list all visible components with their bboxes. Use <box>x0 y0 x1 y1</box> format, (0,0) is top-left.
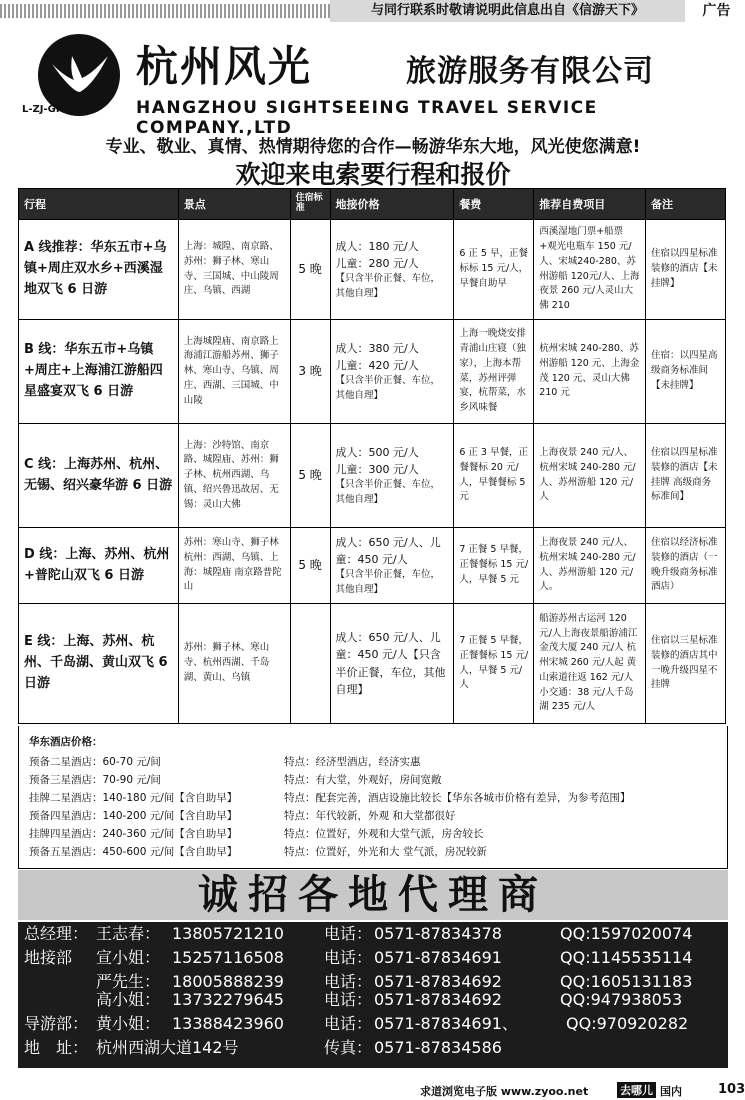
source-notice: 与同行联系时敬请说明此信息出自《信游天下》 <box>330 0 685 22</box>
hotel-row <box>29 807 719 825</box>
meals: 6 正 5 早，正餐标标 15 元/人，早餐自助早 <box>454 220 534 320</box>
hotel-price: 预备三星酒店：70-90 元/间 <box>29 774 161 786</box>
contact-role: 地 址： <box>24 1038 89 1057</box>
price-cell <box>330 320 454 424</box>
stay-nights: 3 晚 <box>290 320 330 424</box>
meals: 7 正餐 5 早餐，正餐餐标 15 元/人，早餐 5 元/人 <box>454 604 534 724</box>
contact-mobile: 13388423960 <box>172 1014 284 1033</box>
footer-badge: 去哪儿 <box>617 1082 656 1098</box>
price-cell <box>330 604 454 724</box>
route-name: E 线：上海、苏州、杭州、千岛湖、黄山双飞 6 日游 <box>19 604 179 724</box>
remarks: 住宿：以四星高级商务标准间【未挂牌】 <box>646 320 726 424</box>
contact-mobile: 18005888239 <box>172 972 284 991</box>
col-header: 行程 <box>19 189 179 220</box>
contact-row <box>18 1037 728 1059</box>
hotel-feature: 特点：位置好，外观和大堂气派，房舍较长 <box>284 828 484 840</box>
footer-section: 国内 <box>660 1085 682 1098</box>
contact-qq: QQ:947938053 <box>560 990 683 1009</box>
adult-price: 成人：650 元/人、儿童：450 元/人【只含半价正餐，车位，其他自理】 <box>335 631 446 696</box>
contact-row <box>18 1013 728 1035</box>
hotel-row <box>29 789 719 807</box>
license-number: L-ZJ-GN01898 <box>22 104 100 115</box>
contact-qq: QQ:1605131183 <box>560 972 693 991</box>
stay-nights: 5 晚 <box>290 220 330 320</box>
col-header: 备注 <box>646 189 726 220</box>
contact-row <box>18 989 728 1011</box>
hotel-feature: 特点：配套完善，酒店设施比较长【华东各城市价格有差异，为参考范围】 <box>284 792 631 804</box>
recruit-banner: 诚招各地代理商 <box>18 870 728 920</box>
route-name: C 线：上海苏州、杭州、无锡、绍兴豪华游 6 日游 <box>19 424 179 528</box>
contact-name: 宣小姐： <box>96 948 161 967</box>
sights: 苏州：狮子林、寒山寺、杭州西湖、千岛湖、黄山、乌镇 <box>178 604 290 724</box>
page-number: 103 <box>718 1082 745 1097</box>
hotel-feature: 特点：位置好，外光和大 堂气派，房况较新 <box>284 846 487 858</box>
table-row <box>19 604 726 724</box>
itinerary-table <box>18 188 726 724</box>
col-header: 餐费 <box>454 189 534 220</box>
hotel-feature: 特点：经济型酒店，经济实惠 <box>284 756 421 768</box>
extras: 西溪湿地门票+船票+观光电瓶车 150 元/人、宋城240-280、苏州游船 120元/人、上海夜景 260 元/人灵山大佛 210 <box>534 220 646 320</box>
adult-price: 成人：180 元/人 <box>335 239 419 253</box>
contact-tel: 0571-87834692 <box>374 972 502 991</box>
table-row <box>19 528 726 604</box>
contact-role: 导游部： <box>24 1014 89 1033</box>
slogan: 专业、敬业、真情、热情期待您的合作—畅游华东大地，风光使您满意! <box>105 137 641 157</box>
welcome-title: 欢迎来电索要行程和报价 <box>235 160 511 189</box>
contact-tel-label: 电话： <box>324 924 373 943</box>
extras: 上海夜景 240 元/人、杭州宋城 240-280 元/人、苏州游船 120 元/人。 <box>534 528 646 604</box>
contact-tel-label: 电话： <box>324 1014 373 1033</box>
price-note: 【只含半价正餐，车位，其他自理】 <box>335 568 441 595</box>
contact-mobile: 13805721210 <box>172 924 284 943</box>
sights: 苏州：寒山寺、狮子林杭州：西湖、乌镇、上海：城隍庙 南京路普陀山 <box>178 528 290 604</box>
sights: 上海城隍庙、南京路上海浦江游船苏州、狮子林、寒山寺、乌镇、周庄、西湖、三国城、中山陵 <box>178 320 290 424</box>
contact-name: 高小姐： <box>96 990 161 1009</box>
contact-fax-label: 传真： <box>324 1038 373 1057</box>
price-cell <box>330 528 454 604</box>
contact-fax: 0571-87834586 <box>374 1038 502 1057</box>
company-name-cn: 杭州风光 <box>136 42 313 91</box>
hotel-row <box>29 753 719 771</box>
price-note: 【只含半价正餐、车位，其他自理】 <box>335 272 441 299</box>
hotel-price: 挂牌二星酒店：140-180 元/间【含自助早】 <box>29 792 238 804</box>
col-header: 景点 <box>178 189 290 220</box>
contact-address: 杭州西湖大道142号 <box>96 1038 239 1057</box>
contact-tel: 0571-87834691 <box>374 948 502 967</box>
stay-nights: 5 晚 <box>290 528 330 604</box>
child-price: 儿童：280 元/人 <box>335 256 419 270</box>
hotel-section-title: 华东酒店价格： <box>29 736 103 748</box>
adult-price: 成人：500 元/人 <box>335 445 419 459</box>
contact-qq: QQ:1597020074 <box>560 924 693 943</box>
contact-name: 严先生： <box>96 972 161 991</box>
extras: 上海夜景 240 元/人、杭州宋城 240-280 元/人、苏州游船 120 元/人 <box>534 424 646 528</box>
stay-nights: 5 晚 <box>290 424 330 528</box>
hotel-row <box>29 843 719 861</box>
contact-mobile: 13732279645 <box>172 990 284 1009</box>
contact-tel: 0571-87834378 <box>374 924 502 943</box>
hotel-feature: 特点：年代较新，外观 和大堂都很好 <box>284 810 456 822</box>
meals: 7 正餐 5 早餐，正餐餐标 15 元/人，早餐 5 元 <box>454 528 534 604</box>
ad-label: 广告 <box>688 0 745 22</box>
remarks: 住宿以三星标准装修的酒店其中一晚升级四星不挂牌 <box>646 604 726 724</box>
sights: 上海：城隍、南京路、苏州：狮子林、寒山寺、三国城、中山陵周庄、乌镇、西湖 <box>178 220 290 320</box>
col-header: 住宿标准 <box>290 189 330 220</box>
price-cell <box>330 424 454 528</box>
adult-price: 成人：650 元/人、儿童：450 元/人 <box>335 535 441 566</box>
contact-tel-label: 电话： <box>324 972 373 991</box>
col-header: 推荐自费项目 <box>534 189 646 220</box>
hotel-price: 预备二星酒店：60-70 元/间 <box>29 756 161 768</box>
meals: 6 正 3 早餐，正餐餐标 20 元/人，早餐餐标 5 元 <box>454 424 534 528</box>
company-name-en: HANGZHOU SIGHTSEEING TRAVEL SERVICE COMPANY.,LTD <box>136 98 598 138</box>
stay-nights <box>290 604 330 724</box>
hotel-feature: 特点：有大堂，外观好，房间宽敞 <box>284 774 442 786</box>
extras: 杭州宋城 240-280、苏州游船 120 元、上海金茂 120 元、灵山大佛 210 元 <box>534 320 646 424</box>
contact-tel: 0571-87834691、 <box>374 1014 518 1033</box>
table-header-row <box>19 189 726 220</box>
hotel-price: 挂牌四星酒店：240-360 元/间【含自助早】 <box>29 828 238 840</box>
remarks: 住宿以四星标准装修的酒店【未挂牌 高级商务标准间】 <box>646 424 726 528</box>
company-header <box>18 26 728 138</box>
meals: 上海一晚烧安排青浦山庄寝（独家），上海本帮菜，苏州评弹宴，杭帮菜，水乡风味餐 <box>454 320 534 424</box>
adult-price: 成人：380 元/人 <box>335 341 419 355</box>
contact-row <box>18 923 728 945</box>
page-footer <box>0 1080 745 1100</box>
contact-role: 总经理： <box>24 924 89 943</box>
contact-name: 黄小姐： <box>96 1014 161 1033</box>
sights: 上海：沙特馆、南京路、城隍庙、苏州：狮子林、杭州西湖、乌镇、绍兴鲁迅故居、无锡：灵山大佛 <box>178 424 290 528</box>
contact-qq: QQ:1145535114 <box>560 948 693 967</box>
route-name: B 线：华东五市+乌镇+周庄+上海浦江游船四星盛宴双飞 6 日游 <box>19 320 179 424</box>
route-name: D 线：上海、苏州、杭州+普陀山双飞 6 日游 <box>19 528 179 604</box>
contact-qq: QQ:970920282 <box>566 1014 689 1033</box>
price-cell <box>330 220 454 320</box>
contact-tel-label: 电话： <box>324 990 373 1009</box>
price-note: 【只含半价正餐、车位，其他自理】 <box>335 374 441 401</box>
hotel-row <box>29 825 719 843</box>
col-header: 地接价格 <box>330 189 454 220</box>
remarks: 住宿以四星标准装修的酒店【未挂牌】 <box>646 220 726 320</box>
price-note: 【只含半价正餐、车位，其他自理】 <box>335 478 441 505</box>
footer-text: 求道浏览电子版 www.zyoo.net <box>420 1085 589 1098</box>
route-name: A 线推荐：华东五市+乌镇+周庄双水乡+西溪湿地双飞 6 日游 <box>19 220 179 320</box>
company-name-cn-sub: 旅游服务有限公司 <box>406 54 654 89</box>
table-row <box>19 424 726 528</box>
contact-name: 王志春： <box>96 924 161 943</box>
contact-row <box>18 947 728 969</box>
hotel-price: 预备五星酒店：450-600 元/间【含自助早】 <box>29 846 238 858</box>
hotel-price: 预备四星酒店：140-200 元/间【含自助早】 <box>29 810 238 822</box>
remarks: 住宿以经济标准装修的酒店（一晚升级商务标准酒店） <box>646 528 726 604</box>
contact-mobile: 15257116508 <box>172 948 284 967</box>
child-price: 儿童：300 元/人 <box>335 462 419 476</box>
contact-role: 地接部 <box>24 948 73 967</box>
contact-tel-label: 电话： <box>324 948 373 967</box>
hotel-row <box>29 771 719 789</box>
extras: 船游苏州古运河 120 元/人上海夜景船游浦江金茂大厦 240 元/人 杭州宋城 260 元/人起 黄山索道往返 162 元/人 小交通：38 元/人千岛湖 235 元/人 <box>534 604 646 724</box>
contact-panel <box>18 922 728 1068</box>
hotel-price-section <box>18 726 728 869</box>
top-bar <box>0 0 745 22</box>
table-row <box>19 220 726 320</box>
table-row <box>19 320 726 424</box>
contact-tel: 0571-87834692 <box>374 990 502 1009</box>
decorative-stripes <box>0 4 330 18</box>
child-price: 儿童：420 元/人 <box>335 358 419 372</box>
